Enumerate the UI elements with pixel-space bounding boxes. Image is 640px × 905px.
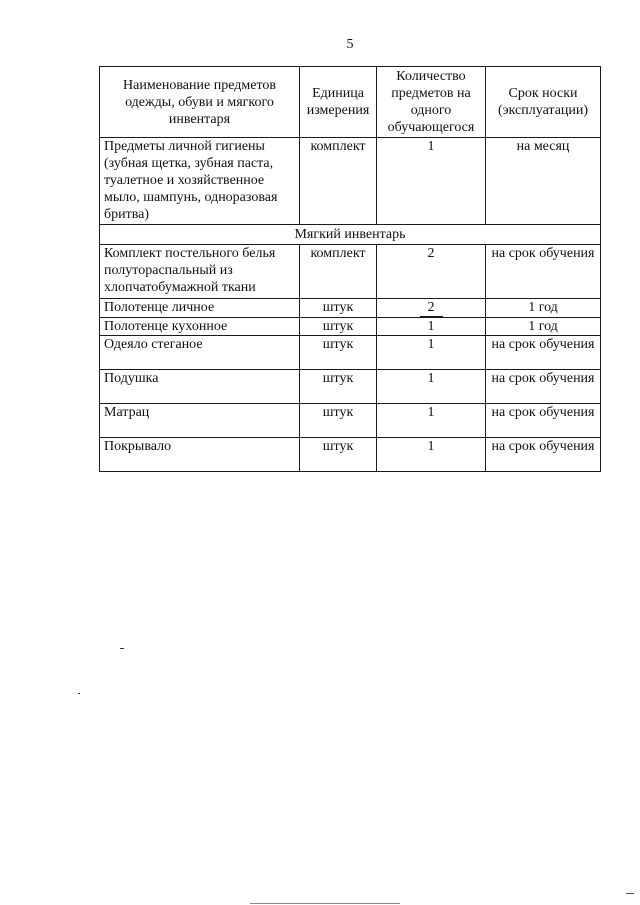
row-name: Предметы личной гигиены (зубная щетка, зубная паста, туалетное и хозяйственное мыло, шампунь, одноразовая бритва): [100, 138, 300, 225]
page-number: 5: [346, 37, 354, 52]
scan-artifact: [250, 903, 400, 904]
header-quantity: Количество предметов на одного обучающегося: [377, 67, 486, 138]
row-unit: штук: [300, 336, 377, 370]
table-row: [100, 138, 601, 225]
table-row: [100, 318, 601, 336]
row-quantity: 1: [377, 404, 486, 438]
row-quantity: [377, 299, 486, 318]
scan-artifact: [78, 693, 80, 694]
table-header-row: [100, 67, 601, 138]
row-term: 1 год: [486, 299, 601, 318]
row-quantity: 1: [377, 370, 486, 404]
row-name: Полотенце личное: [100, 299, 300, 318]
row-unit: штук: [300, 318, 377, 336]
row-quantity: 2: [377, 245, 486, 299]
row-term: 1 год: [486, 318, 601, 336]
scan-artifact: [120, 648, 124, 649]
header-term: Срок носки (эксплуатации): [486, 67, 601, 138]
inventory-table: [99, 66, 601, 472]
row-quantity: 1: [377, 318, 486, 336]
row-term: на месяц: [486, 138, 601, 225]
row-name: Одеяло стеганое: [100, 336, 300, 370]
row-quantity: 1: [377, 438, 486, 472]
row-quantity: 1: [377, 138, 486, 225]
row-name: Покрывало: [100, 438, 300, 472]
row-name: Матрац: [100, 404, 300, 438]
table-row: [100, 370, 601, 404]
row-unit: штук: [300, 404, 377, 438]
table-row: [100, 404, 601, 438]
row-quantity-value: 2: [420, 299, 443, 317]
table-row: [100, 438, 601, 472]
row-term: на срок обучения: [486, 404, 601, 438]
row-unit: штук: [300, 438, 377, 472]
row-unit: комплект: [300, 138, 377, 225]
row-quantity: 1: [377, 336, 486, 370]
row-name: Подушка: [100, 370, 300, 404]
header-item-name: Наименование предметов одежды, обуви и мягкого инвентаря: [100, 67, 300, 138]
table-row: [100, 336, 601, 370]
row-name: Комплект постельного белья полутораспальный из хлопчатобумажной ткани: [100, 245, 300, 299]
row-unit: штук: [300, 370, 377, 404]
row-term: на срок обучения: [486, 245, 601, 299]
section-title: Мягкий инвентарь: [100, 225, 601, 245]
table-row: [100, 245, 601, 299]
scan-artifact: [626, 893, 634, 894]
table-row: [100, 299, 601, 318]
row-term: на срок обучения: [486, 370, 601, 404]
section-row: [100, 225, 601, 245]
row-unit: штук: [300, 299, 377, 318]
row-name: Полотенце кухонное: [100, 318, 300, 336]
row-term: на срок обучения: [486, 336, 601, 370]
header-unit: Единица измерения: [300, 67, 377, 138]
row-term: на срок обучения: [486, 438, 601, 472]
row-unit: комплект: [300, 245, 377, 299]
